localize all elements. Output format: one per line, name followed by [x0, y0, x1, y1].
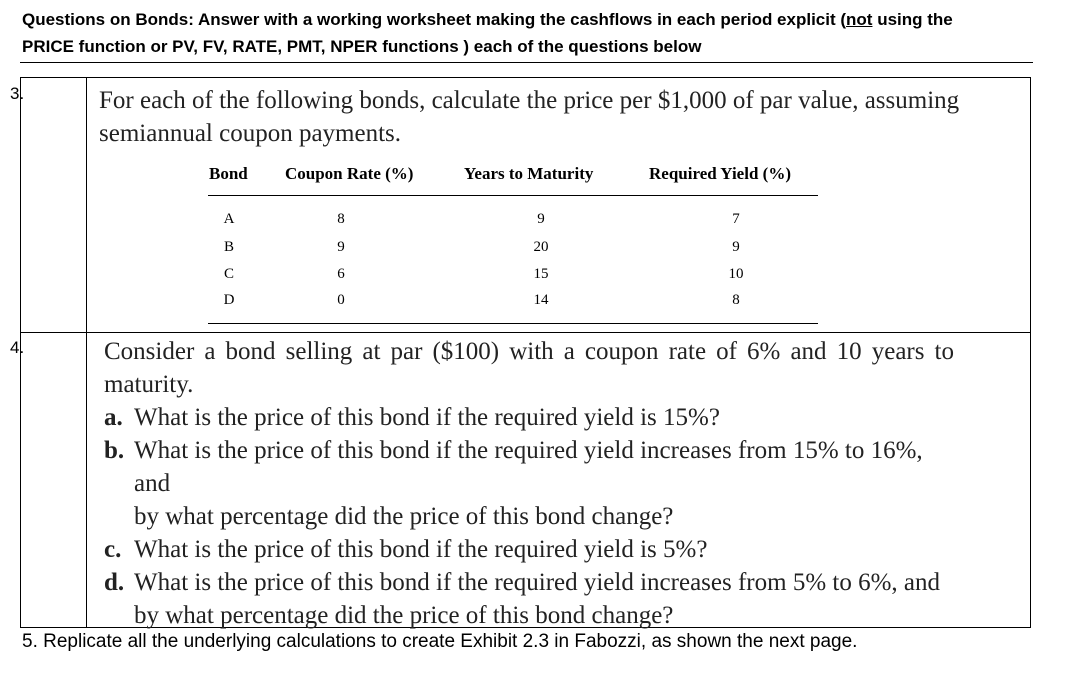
header-line-1: Questions on Bonds: Answer with a working worksheet making the cashflows in each period explicit (not using the — [22, 10, 953, 29]
table-cell: 8 — [337, 211, 345, 227]
not-underlined: not — [846, 10, 873, 29]
col-header-years: Years to Maturity — [464, 164, 594, 183]
table-cell: 20 — [533, 239, 549, 255]
table-cell: A — [223, 211, 235, 227]
col-header-bond: Bond — [209, 164, 248, 183]
question-4-intro-line-1: Consider a bond selling at par ($100) with a coupon rate of 6% and 10 years to — [104, 338, 954, 365]
table-cell: 9 — [732, 239, 740, 255]
table-cell: 7 — [732, 211, 740, 227]
table-cell: 10 — [728, 266, 744, 282]
question-4-number: 4. — [10, 338, 25, 357]
col-header-coupon: Coupon Rate (%) — [285, 164, 414, 183]
header-line-2: PRICE function or PV, FV, RATE, PMT, NPER functions ) each of the questions below — [22, 37, 702, 56]
table-cell: 15 — [533, 266, 549, 282]
question-4-intro-line-2: maturity. — [104, 371, 194, 398]
question-4-part-d: d. What is the price of this bond if the required yield increases from 5% to 6%, and by what percentage did the price of this bond change? — [104, 569, 941, 629]
table-cell: 8 — [732, 292, 740, 308]
table-cell: B — [223, 239, 234, 255]
row-divider — [21, 332, 1030, 333]
question-3-number: 3. — [10, 84, 25, 103]
question-4-text — [104, 335, 954, 632]
question-4-part-c: c. What is the price of this bond if the required yield is 5%? — [104, 536, 708, 563]
table-cell: 9 — [537, 211, 545, 227]
table-cell: 6 — [337, 266, 345, 282]
number-column-divider — [86, 78, 87, 627]
table-cell: D — [223, 292, 235, 308]
question-3-intro: For each of the following bonds, calculate the price per $1,000 of par value, assuming semiannual coupon payments. — [99, 87, 960, 147]
instructions-header — [22, 6, 1032, 60]
header-divider — [20, 62, 1033, 63]
table-cell: 14 — [533, 292, 549, 308]
table-cell: 9 — [337, 239, 345, 255]
bond-table-top-rule — [208, 195, 818, 196]
question-4-part-a: a. What is the price of this bond if the required yield is 15%? — [104, 404, 720, 431]
question-5-footer: 5. Replicate all the underlying calculations to create Exhibit 2.3 in Fabozzi, as shown the next page. — [22, 631, 858, 652]
bond-table-bottom-rule — [208, 323, 818, 324]
col-header-yield: Required Yield (%) — [649, 164, 791, 183]
table-cell: C — [223, 266, 234, 282]
question-4-part-b: b. What is the price of this bond if the required yield increases from 15% to 16%, and by what percentage did the price of this bond change? — [104, 437, 923, 530]
table-cell: 0 — [337, 292, 345, 308]
